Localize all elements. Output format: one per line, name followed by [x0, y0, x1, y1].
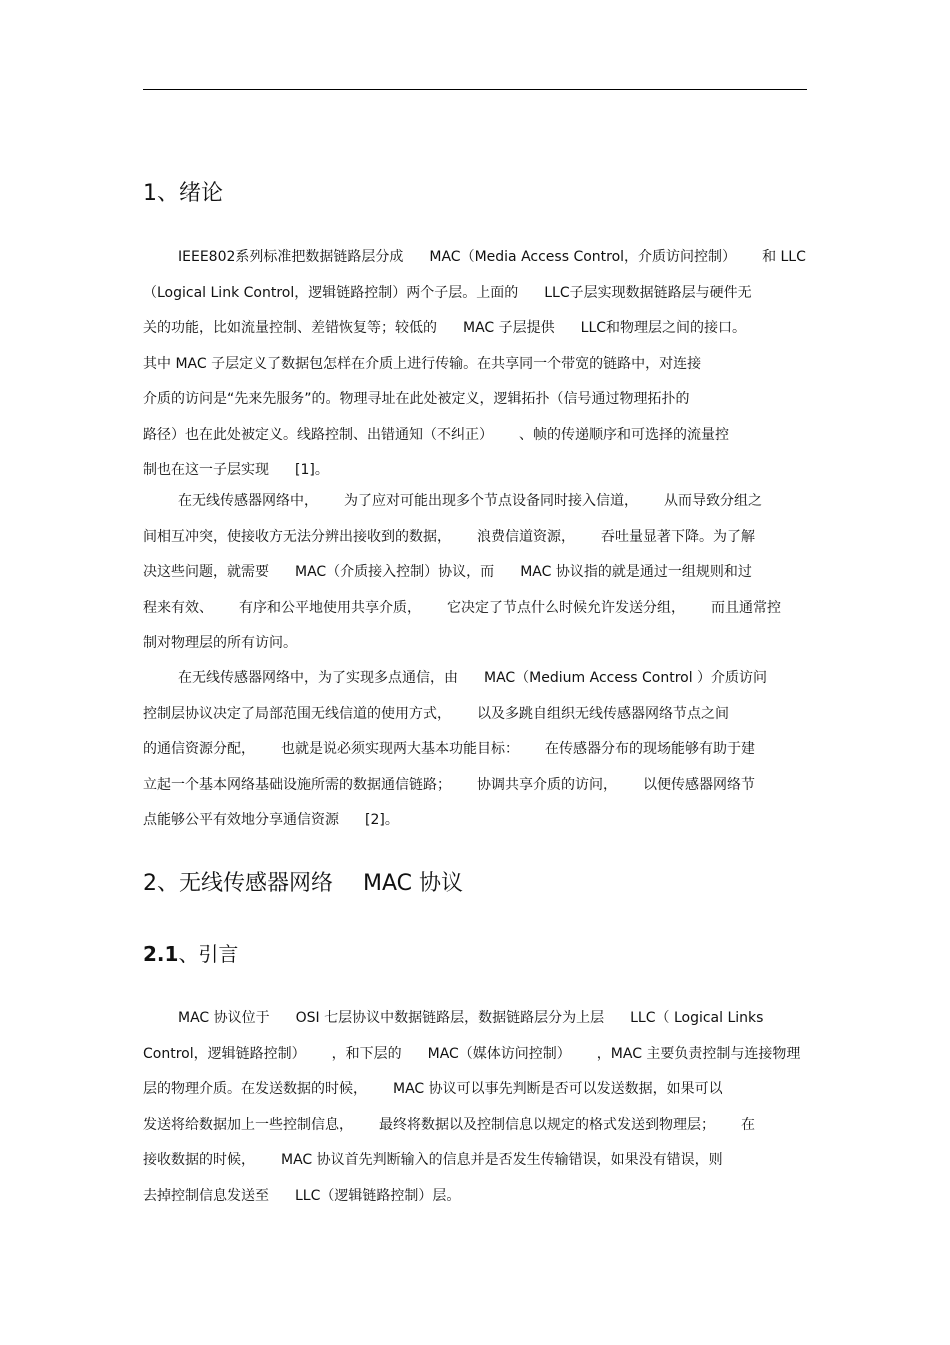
text-segment: 关的功能，比如流量控制、差错恢复等；较低的 — [143, 320, 437, 336]
text-line — [178, 247, 806, 267]
text-line — [143, 562, 752, 582]
text-line — [143, 389, 690, 409]
text-segment: MAC（介质接入控制）协议，而 — [295, 564, 495, 580]
text-segment: 控制层协议决定了局部范围无线信道的使用方式， — [143, 705, 451, 722]
text-segment: 协调共享介质的访问， — [477, 776, 617, 793]
text-segment: 发送将给数据加上一些控制信息， — [143, 1116, 353, 1133]
text-segment: MAC（Medium Access Control ）介质访问 — [484, 670, 768, 686]
text-segment: 间相互冲突，使接收方无法分辨出接收到的数据， — [143, 528, 451, 545]
text-segment: 、帧的传递顺序和可选择的流量控 — [519, 426, 729, 443]
subsection-number: 2.1 — [143, 942, 179, 966]
text-segment: （Logical Link Control，逻辑链路控制）两个子层。上面的 — [143, 284, 519, 301]
text-segment: 也就是说必须实现两大基本功能目标： — [281, 741, 519, 757]
text-segment: 介质的访问是“先来先服务”的。物理寻址在此处被定义，逻辑拓扑（信号通过物理拓扑的 — [143, 391, 690, 407]
text-line — [143, 739, 755, 759]
text-segment: 立起一个基本网络基础设施所需的数据通信链路； — [143, 776, 451, 793]
text-segment: MAC 协议位于 — [178, 1010, 270, 1026]
text-line — [143, 318, 746, 338]
text-segment: 接收数据的时候， — [143, 1152, 255, 1168]
text-segment: LLC和物理层之间的接口。 — [580, 320, 747, 336]
section-heading-mac-text: 2、无线传感器网络 — [143, 871, 333, 896]
text-segment: LLC子层实现数据链路层与硬件无 — [544, 284, 752, 301]
text-segment: 最终将数据以及控制信息以规定的格式发送到物理层； — [379, 1116, 715, 1133]
text-segment: 在传感器分布的现场能够有助于建 — [545, 741, 755, 757]
text-segment: OSI 七层协议中数据链路层，数据链路层分为上层 — [295, 1010, 605, 1026]
text-segment: 路径）也在此处被定义。线路控制、出错通知（不纠正） — [143, 426, 493, 443]
text-segment: MAC（Media Access Control，介质访问控制） — [429, 249, 737, 265]
text-line — [143, 283, 752, 303]
section-heading-mac-protocol — [143, 866, 463, 897]
text-segment: MAC 协议指的就是通过一组规则和过 — [520, 564, 752, 580]
text-segment: 浪费信道资源， — [477, 528, 575, 545]
text-segment: 决这些问题，就需要 — [143, 564, 269, 580]
subsection-heading-intro — [143, 938, 238, 967]
text-line — [143, 1044, 800, 1064]
text-segment: 它决定了节点什么时候允许发送分组， — [447, 599, 685, 616]
text-line — [143, 1186, 460, 1206]
text-segment: MAC（媒体访问控制） — [427, 1045, 571, 1062]
text-segment: 有序和公平地使用共享介质， — [239, 599, 421, 616]
subsection-title: 、引言 — [178, 942, 239, 966]
text-segment: 的通信资源分配， — [143, 741, 255, 757]
text-segment: 以便传感器网络节 — [643, 776, 755, 793]
text-segment: ，和下层的 — [331, 1045, 402, 1062]
text-line — [143, 598, 781, 618]
text-segment: ，MAC 主要负责控制与连接物理 — [596, 1045, 801, 1062]
text-segment: 程来有效、 — [143, 599, 213, 616]
text-segment: MAC 子层提供 — [463, 320, 555, 336]
text-segment: MAC 协议首先判断输入的信息并是否发生传输错误，如果没有错误，则 — [281, 1152, 723, 1168]
text-segment: Control，逻辑链路控制） — [143, 1045, 306, 1062]
text-segment: 和 LLC — [762, 249, 806, 265]
text-line — [143, 354, 701, 374]
text-line — [143, 810, 399, 830]
header-rule — [143, 89, 807, 90]
text-segment: LLC（逻辑链路控制）层。 — [295, 1187, 461, 1204]
text-segment: 从而导致分组之 — [664, 493, 762, 509]
text-segment: 制也在这一子层实现 — [143, 462, 269, 478]
text-segment: 在 — [741, 1116, 755, 1133]
text-segment: MAC 协议可以事先判断是否可以发送数据，如果可以 — [393, 1081, 723, 1097]
text-line — [143, 425, 729, 445]
text-segment: 在无线传感器网络中，为了实现多点通信，由 — [178, 670, 458, 686]
text-line — [143, 704, 729, 724]
text-line — [143, 775, 755, 795]
text-segment: 在无线传感器网络中， — [178, 493, 318, 509]
text-segment: IEEE802系列标准把数据链路层分成 — [178, 249, 404, 265]
text-segment: 吞吐量显著下降。为了解 — [601, 528, 755, 545]
section-heading-intro: 1、绪论 — [143, 181, 223, 206]
text-segment: 层的物理介质。在发送数据的时候， — [143, 1081, 367, 1097]
text-line — [143, 527, 755, 547]
text-segment: 而且通常控 — [711, 599, 781, 616]
text-segment: LLC（ Logical Links — [630, 1010, 764, 1026]
text-segment: [1]。 — [295, 462, 329, 478]
text-line — [178, 491, 762, 511]
text-segment: 制对物理层的所有访问。 — [143, 635, 297, 651]
text-segment: [2]。 — [365, 812, 399, 828]
text-line — [143, 1115, 755, 1135]
text-line — [143, 1079, 723, 1099]
text-segment: 点能够公平有效地分享通信资源 — [143, 812, 339, 828]
text-line — [143, 1150, 723, 1170]
text-segment: 以及多跳自组织无线传感器网络节点之间 — [477, 705, 729, 722]
text-line — [178, 668, 767, 688]
text-segment: 去掉控制信息发送至 — [143, 1187, 269, 1204]
text-segment: 为了应对可能出现多个节点设备同时接入信道， — [344, 493, 638, 509]
text-line — [178, 1008, 763, 1028]
text-segment: 其中 MAC 子层定义了数据包怎样在介质上进行传输。在共享同一个带宽的链路中，对连接 — [143, 355, 702, 372]
section-heading-mac-suffix: MAC 协议 — [363, 871, 463, 896]
text-line — [143, 633, 297, 653]
text-line — [143, 460, 329, 480]
